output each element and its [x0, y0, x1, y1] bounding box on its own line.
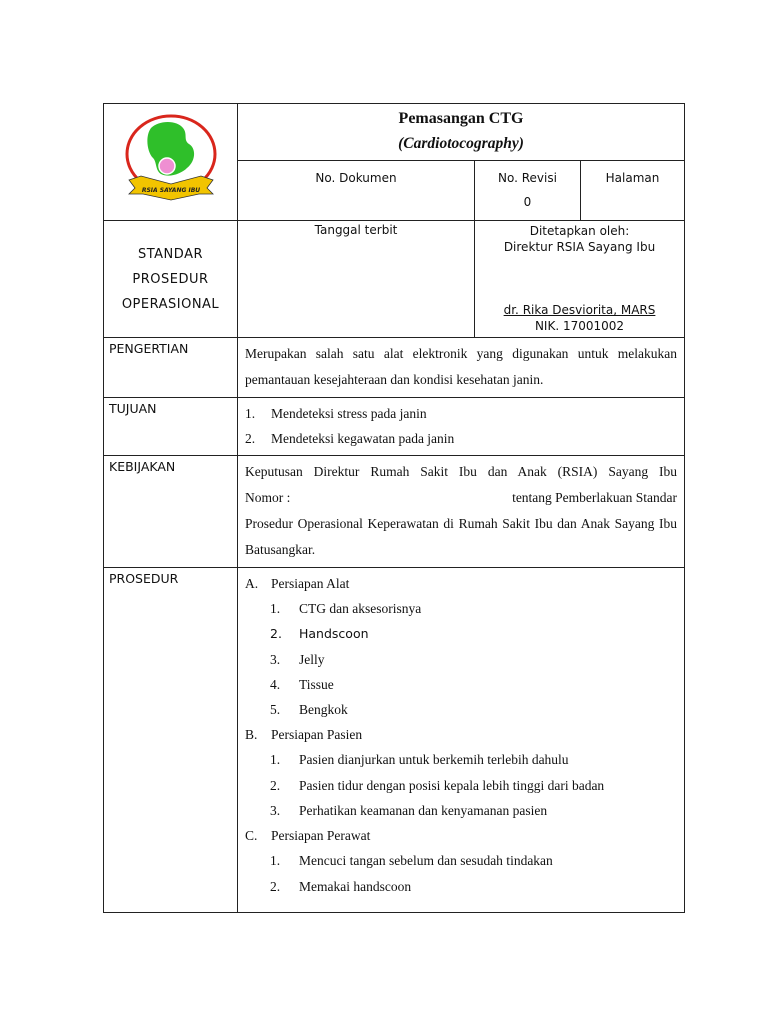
list-item: 2. Handscoon — [270, 626, 369, 642]
list-item: 3. Perhatikan keamanan dan kenyamanan pasien — [270, 803, 548, 819]
prosedur-label: PROSEDUR — [104, 568, 238, 913]
list-item: 1. Mendeteksi stress pada janin — [245, 406, 427, 421]
sop-table — [103, 103, 685, 913]
tujuan-label: TUJUAN — [104, 398, 238, 456]
no-revisi-cell — [475, 161, 581, 221]
pengertian-text: Merupakan salah satu alat elektronik yang digunakan untuk melakukan pemantauan kesejahteraan dan kondisi kesehatan janin. — [238, 338, 685, 398]
ditetapkan-label: Ditetapkan oleh: — [529, 224, 630, 238]
no-revisi-value: 0 — [523, 195, 532, 209]
list-item: 1. CTG dan aksesorisnya — [270, 601, 422, 616]
sop-type-line3: OPERASIONAL — [121, 296, 220, 312]
prosedur-body — [238, 568, 685, 913]
no-revisi-label: No. Revisi — [498, 171, 557, 185]
kebijakan-nomor-line — [245, 485, 677, 511]
kebijakan-line1: Keputusan Direktur Rumah Sakit Ibu dan Anak (RSIA) Sayang Ibu — [245, 464, 678, 479]
halaman-cell — [581, 161, 685, 221]
no-dokumen-cell — [238, 161, 475, 221]
halaman-label: Halaman — [605, 171, 660, 185]
signer-nik: NIK. 17001002 — [534, 319, 625, 333]
tanggal-terbit-cell — [238, 221, 475, 338]
list-item: 2. Mendeteksi kegawatan pada janin — [245, 431, 455, 446]
prosedur-group-b: B. Persiapan Pasien — [245, 727, 363, 743]
svg-text:RSIA SAYANG IBU: RSIA SAYANG IBU — [141, 187, 200, 194]
hospital-logo — [121, 114, 221, 206]
document-title: Pemasangan CTG — [398, 110, 524, 127]
signer-name: dr. Rika Desviorita, MARS — [503, 303, 656, 317]
prosedur-group-a: A. Persiapan Alat — [245, 576, 350, 591]
list-item: 4. Tissue — [270, 676, 334, 692]
prosedur-group-c: C. Persiapan Perawat — [245, 828, 371, 844]
ditetapkan-cell — [475, 221, 685, 338]
document-subtitle: (Cardiotocography) — [398, 135, 524, 152]
list-item: 1. Pasien dianjurkan untuk berkemih terlebih dahulu — [270, 752, 569, 768]
ditetapkan-org: Direktur RSIA Sayang Ibu — [503, 240, 656, 254]
sop-type-line1: STANDAR — [137, 246, 203, 262]
tujuan-list — [238, 398, 685, 456]
list-item: 3. Jelly — [270, 651, 325, 667]
list-item: 5. Bengkok — [270, 702, 348, 718]
title-cell — [238, 104, 685, 161]
list-item: 1. Mencuci tangan sebelum dan sesudah tindakan — [270, 853, 553, 869]
list-item: 2. Pasien tidur dengan posisi kepala lebih tinggi dari badan — [270, 777, 605, 793]
kebijakan-tentang: tentang Pemberlakuan Standar — [512, 490, 678, 505]
kebijakan-rest: Prosedur Operasional Keperawatan di Rumah Sakit Ibu dan Anak Sayang Ibu Batusangkar. — [245, 516, 678, 557]
list-item: 2. Memakai handscoon — [270, 878, 412, 894]
kebijakan-label: KEBIJAKAN — [104, 456, 238, 568]
sop-type-line2: PROSEDUR — [132, 271, 209, 287]
kebijakan-nomor: Nomor : — [245, 490, 291, 505]
hospital-logo-cell — [104, 104, 238, 221]
no-dokumen-label: No. Dokumen — [315, 171, 397, 185]
kebijakan-text — [238, 456, 685, 568]
tanggal-terbit-label: Tanggal terbit — [314, 223, 398, 237]
sop-type-cell — [104, 221, 238, 338]
pengertian-label: PENGERTIAN — [104, 338, 238, 398]
